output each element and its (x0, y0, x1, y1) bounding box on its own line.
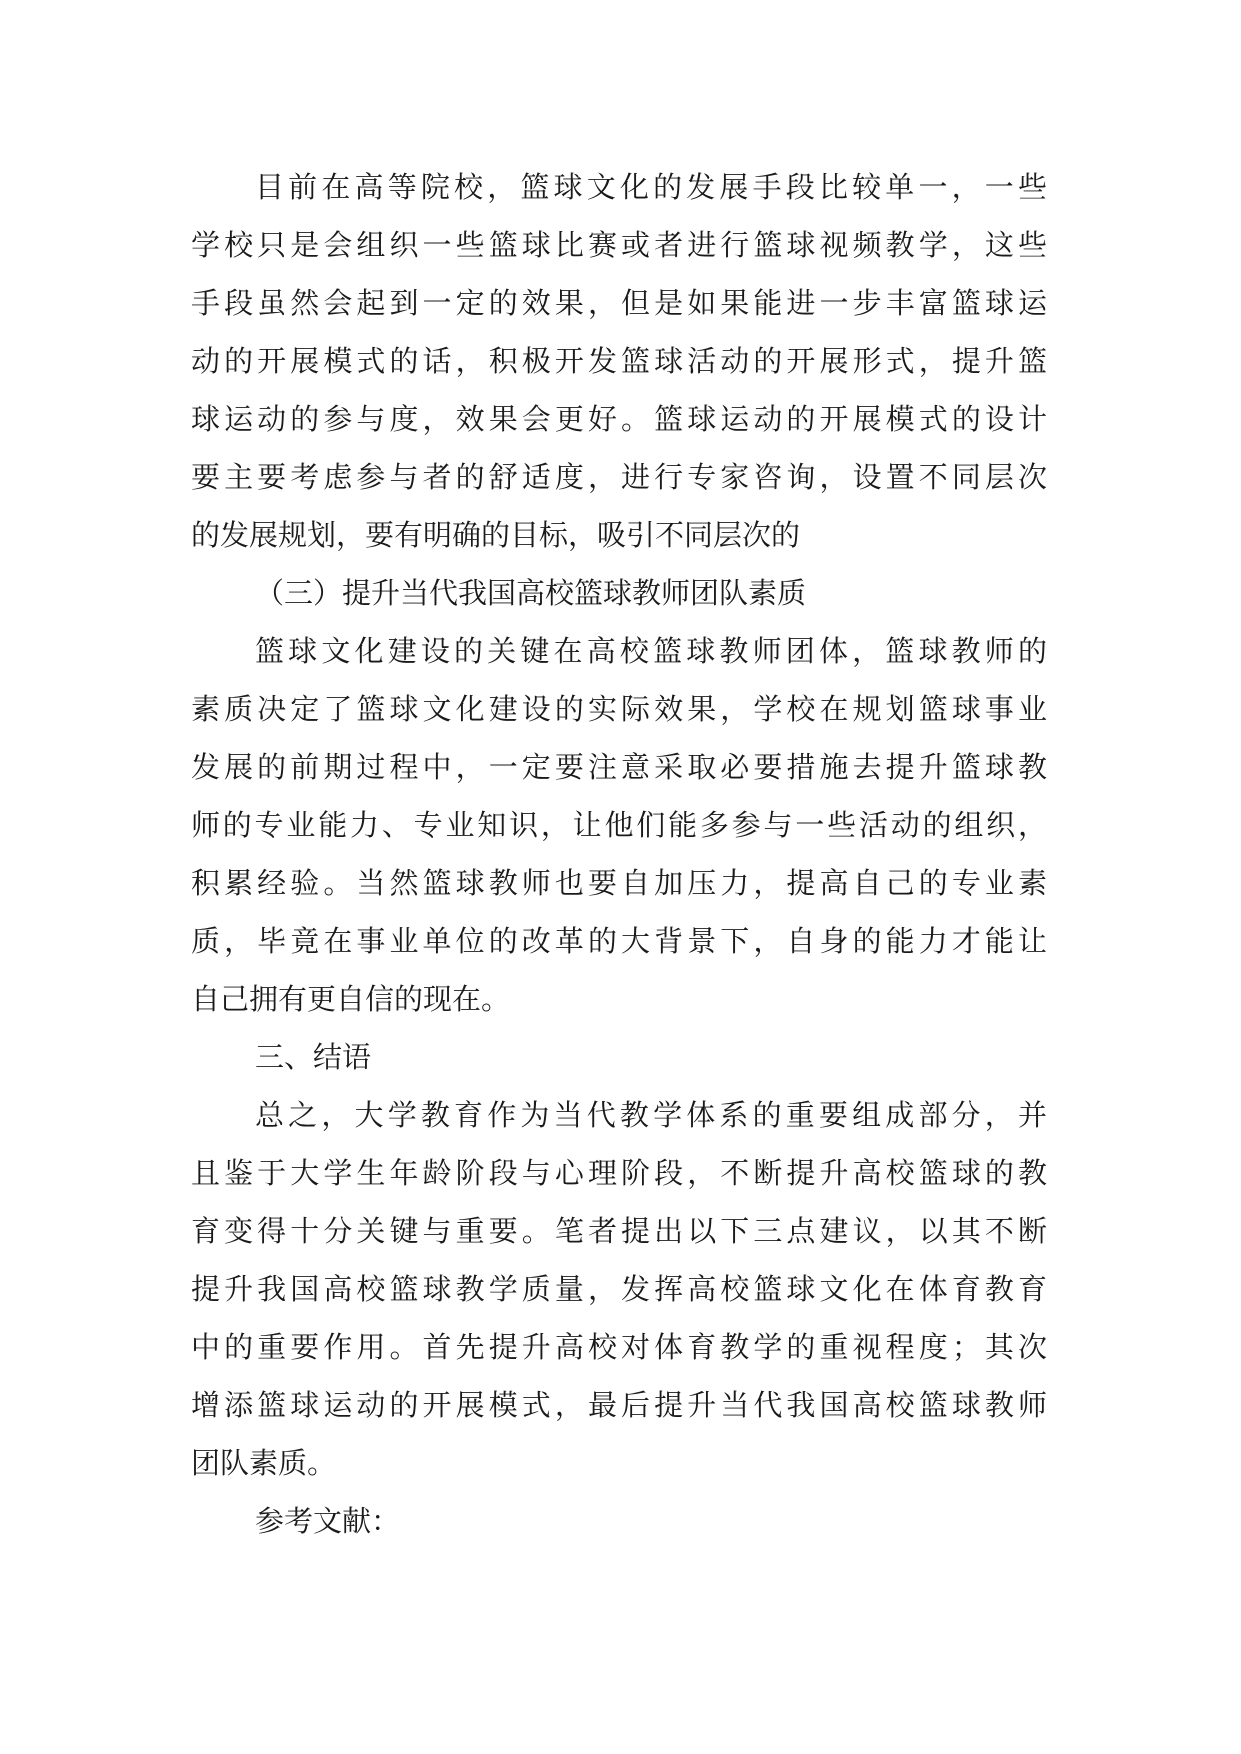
paragraph-line: 提升我国高校篮球教学质量，发挥高校篮球文化在体育教育 (191, 1272, 1047, 1306)
paragraph-conclusion (191, 1086, 1047, 1492)
paragraph-line: 质，毕竟在事业单位的改革的大背景下，自身的能力才能让 (191, 924, 1047, 958)
paragraph-line: 总之，大学教育作为当代教学体系的重要组成部分，并 (255, 1098, 1047, 1132)
paragraph-line: 学校只是会组织一些篮球比赛或者进行篮球视频教学，这些 (191, 228, 1047, 262)
paragraph-line: 篮球文化建设的关键在高校篮球教师团体，篮球教师的 (255, 634, 1047, 668)
paragraph-line: 发展的前期过程中，一定要注意采取必要措施去提升篮球教 (191, 750, 1047, 784)
section-heading-conclusion: 三、结语 (255, 1040, 372, 1074)
paragraph-line: 手段虽然会起到一定的效果，但是如果能进一步丰富篮球运 (191, 286, 1047, 320)
paragraph-line: 目前在高等院校，篮球文化的发展手段比较单一，一些 (255, 170, 1047, 204)
paragraph-basketball-development (191, 158, 1047, 564)
section-heading-references: 参考文献： (255, 1504, 401, 1538)
paragraph-line: 育变得十分关键与重要。笔者提出以下三点建议，以其不断 (191, 1214, 1047, 1248)
paragraph-line: 且鉴于大学生年龄阶段与心理阶段，不断提升高校篮球的教 (191, 1156, 1047, 1190)
document-body (191, 158, 1047, 1550)
paragraph-teacher-team (191, 622, 1047, 1028)
paragraph-line: 积累经验。当然篮球教师也要自加压力，提高自己的专业素 (191, 866, 1047, 900)
paragraph-line: 师的专业能力、专业知识，让他们能多参与一些活动的组织， (191, 808, 1047, 842)
paragraph-line: 团队素质。 (191, 1446, 337, 1480)
paragraph-line: 球运动的参与度，效果会更好。篮球运动的开展模式的设计 (191, 402, 1047, 436)
section-heading-teacher-quality: （三）提升当代我国高校篮球教师团队素质 (255, 576, 807, 610)
paragraph-line: 中的重要作用。首先提升高校对体育教学的重视程度；其次 (191, 1330, 1047, 1364)
paragraph-line: 要主要考虑参与者的舒适度，进行专家咨询，设置不同层次 (191, 460, 1047, 494)
paragraph-line: 的发展规划，要有明确的目标，吸引不同层次的 (191, 518, 801, 552)
paragraph-line: 动的开展模式的话，积极开发篮球活动的开展形式，提升篮 (191, 344, 1047, 378)
paragraph-line: 自己拥有更自信的现在。 (191, 982, 511, 1016)
paragraph-line: 增添篮球运动的开展模式，最后提升当代我国高校篮球教师 (191, 1388, 1047, 1422)
paragraph-line: 素质决定了篮球文化建设的实际效果，学校在规划篮球事业 (191, 692, 1047, 726)
